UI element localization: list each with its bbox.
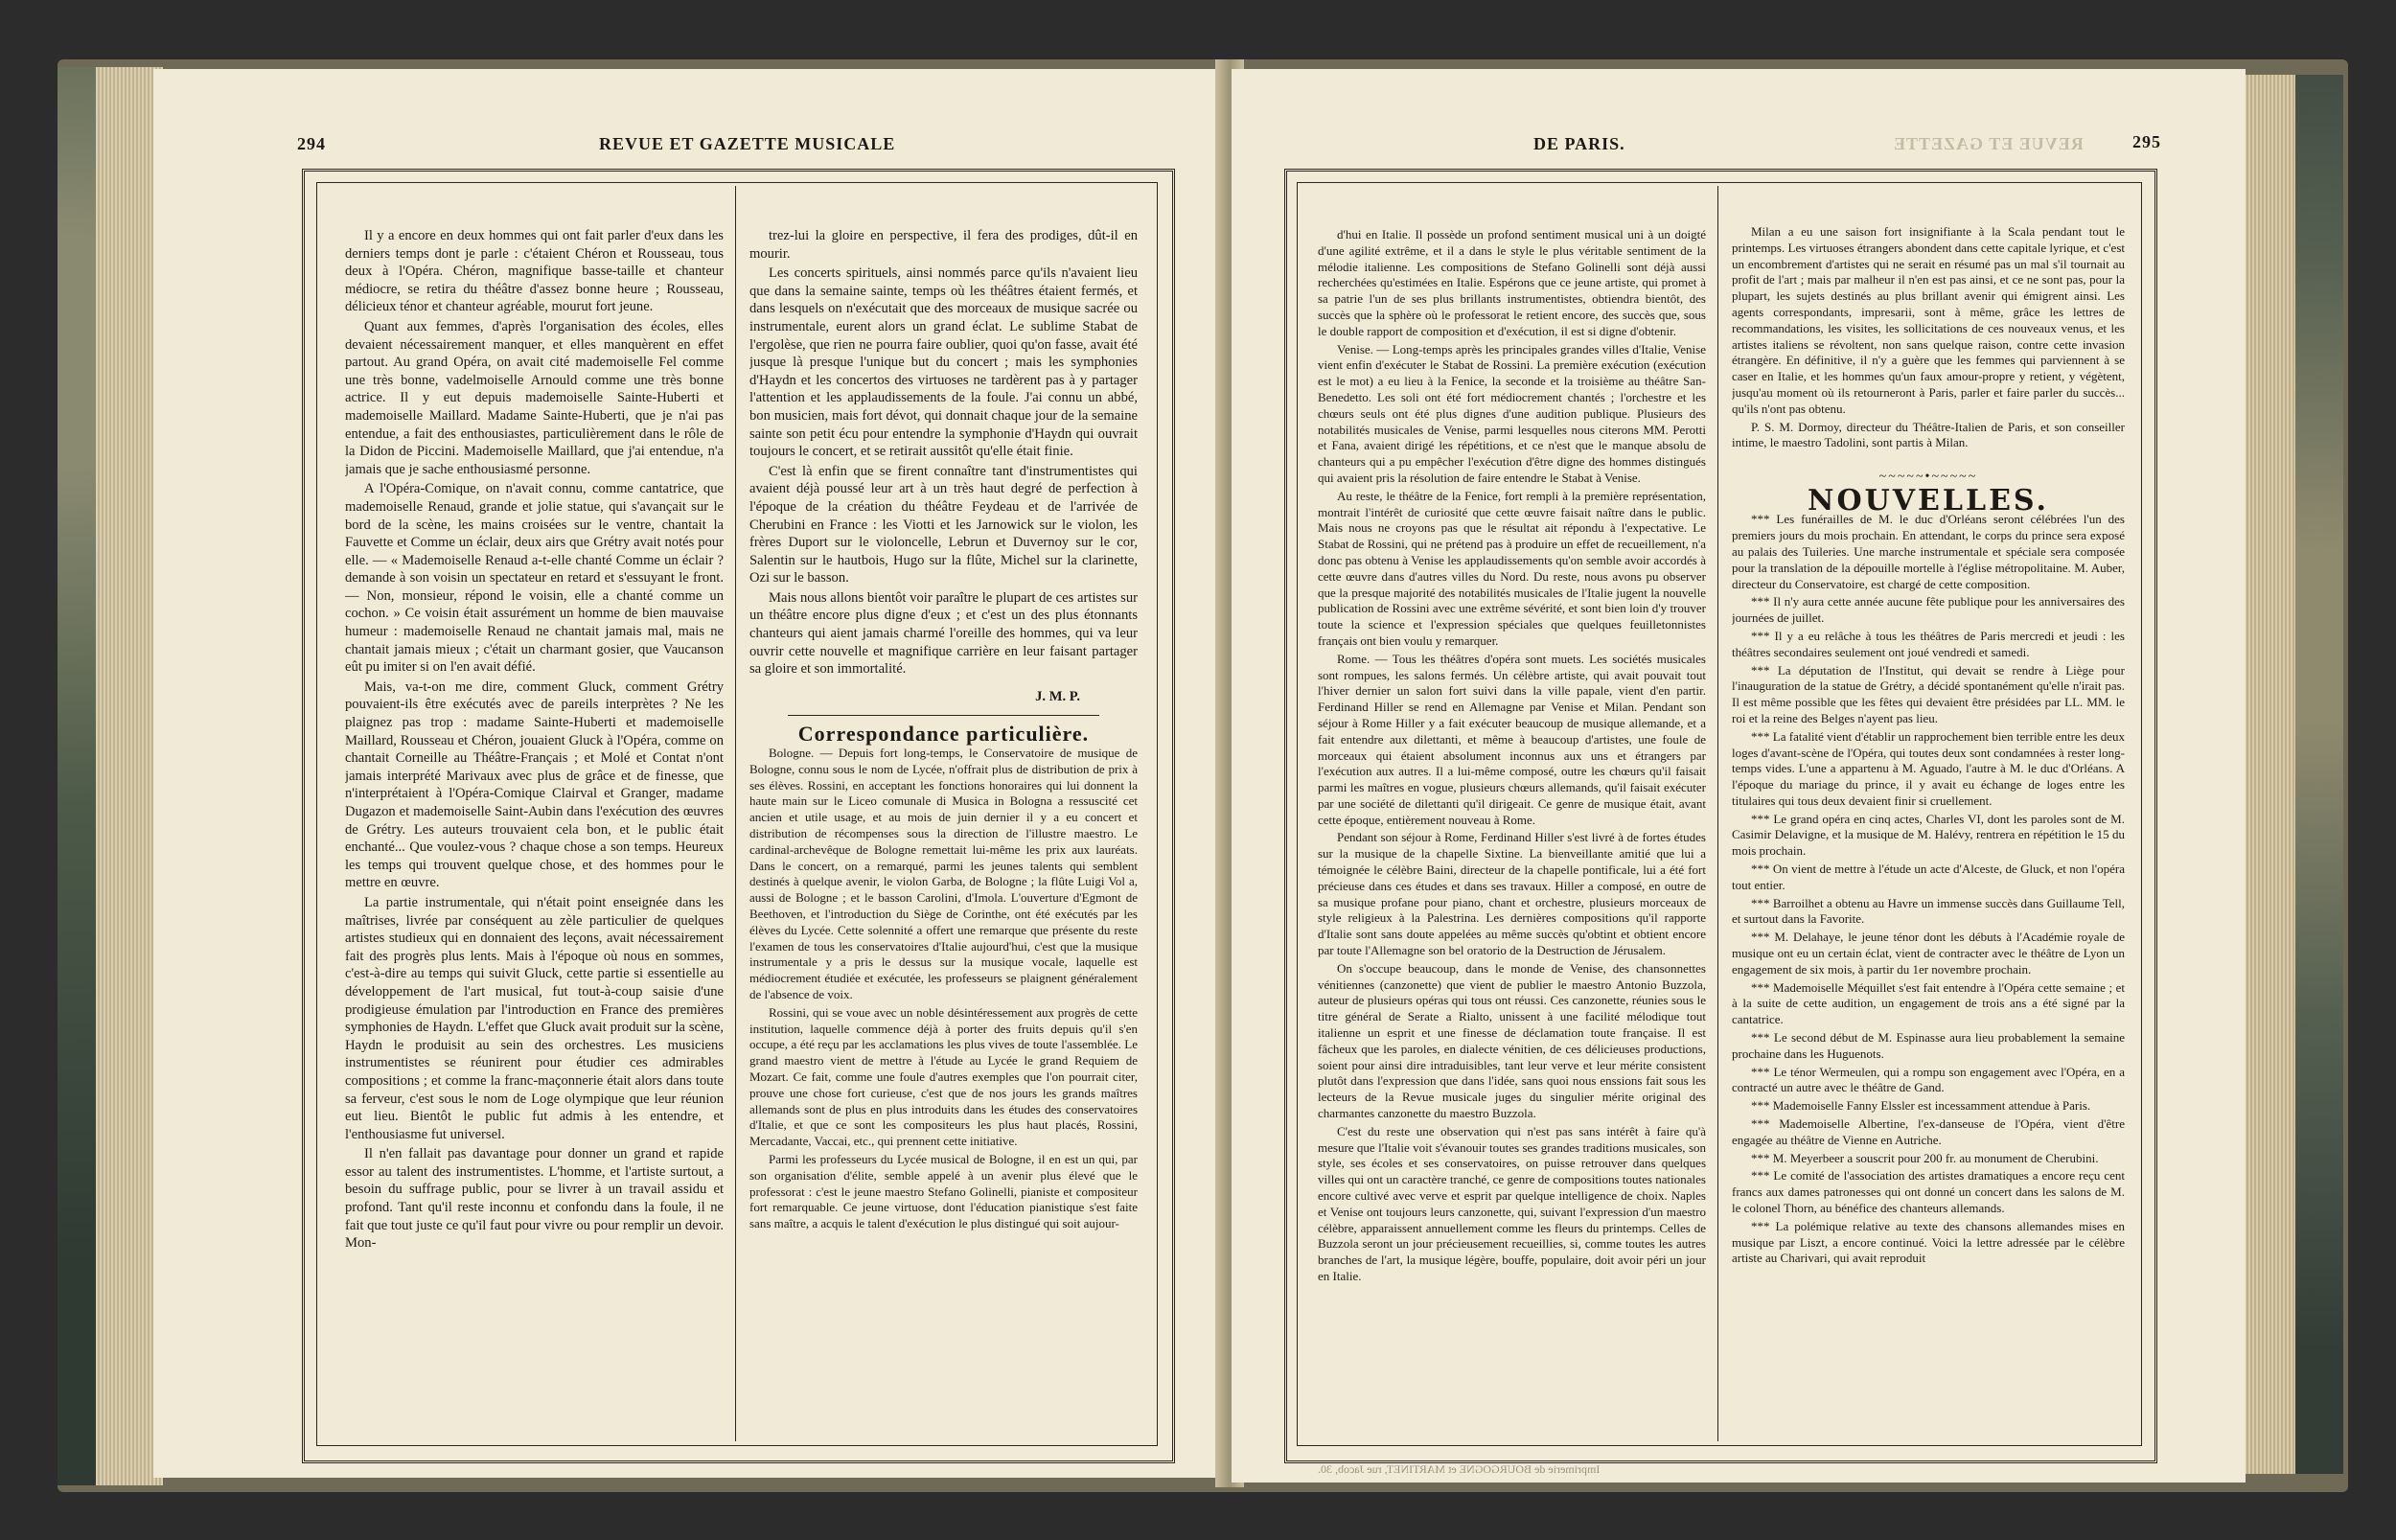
right-running-head: DE PARIS. [1533, 134, 1625, 153]
paragraph: La partie instrumentale, qui n'était point enseignée dans les maîtrises, livrée par conséquent au zèle particulier de quelques artistes studieux qui en donnaient des leçons, avait nécessairement fait des progrès plus lents. Mais à l'époque où nous en sommes, c'est-à-dire au temps qui suivit Gluck, cette partie si essentielle au développement de l'art musical, fut tout-à-coup saisie d'une prodigieuse émulation par l'introduction en France des premières symphonies de Haydn. L'effet que Gluck avait produit sur la scène, Haydn le produisit au sein des orchestres. Les musiciens instrumentistes se réunirent pour étudier ces admirables compositions ; et comme la franc-maçonnerie était alors dans toute sa ferveur, c'est sous le nom de Loge olympique que leur réunion eut lieu. Bientôt le public fut admis à les entendre, et l'enthousiasme fut universel. [345, 894, 724, 1142]
correspondance-paragraph: On s'occupe beaucoup, dans le monde de Venise, des chansonnettes vénitiennes (canzonette) que vient de publier le maestro Antonio Buzzola, auteur de plusieurs opéras qui tous ont réussi. Ces canzonette, réunies sous le titre général de Serate a Rialto, unissent à une facilité mélodique tout italienne un esprit et une finesse de déclamation toute française. Il est fâcheux que les paroles, en dialecte vénitien, de ces délicieuses productions, soient pour ainsi dire intraduisibles, tant leur verve et leur mérite consistent plutôt dans l'expression que dans l'idée, sans quoi nous enssions fait sous les lecteurs de la Revue musicale juges du singulier mérite original des charmantes canzonette du maestro Buzzola. [1318, 960, 1706, 1121]
ornament-divider: ~~~~~•~~~~~ [1878, 470, 1978, 485]
news-item: *** Le grand opéra en cinq actes, Charles VI, dont les paroles sont de M. Casimir Delavigne, et la musique de M. Halévy, rentrera en répétition le 15 du mois prochain. [1732, 811, 2125, 859]
paragraph: Mais, va-t-on me dire, comment Gluck, comment Grétry pouvaient-ils être exécutés avec de pareils interprètes ? Ne les plaignez pas trop : madame Sainte-Huberti et mademoiselle Maillard, Rousseau et Chéron, jouaient Gluck à l'Opéra, comme on chantait Corneille au Théâtre-Français ; et Molé et Contat n'ont jamais interprété Marivaux avec plus de grâce et de finesse, que n'interprétaient à l'Opéra-Comique Clairval et Granger, madame Dugazon et mademoiselle Saint-Aubin dans l'exécution des œuvres de Grétry. Les auteurs trouvaient cela bon, et le public était enchanté... Que voulez-vous ? chaque chose a son temps. Heureux les temps qui trouvent quelque chose, et des hommes pour le mettre en œuvre. [345, 678, 724, 891]
left-page [153, 69, 1222, 1478]
correspondance-paragraph: Rossini, qui se voue avec un noble désintéressement aux progrès de cette institution, laquelle commence déjà à porter des fruits depuis qu'il s'en occupe, a été reçu par les acclamations les plus vives de toute l'assemblée. Le grand maestro vient de mettre à l'étude au Lycée le grand Requiem de Mozart. Ce fait, comme une foule d'autres exemples que l'on pourrait citer, prouve une chose fort curieuse, c'est que de nos jours les grands maîtres allemands sont de plus en plus introduits dans les études des conservatoires d'Italie, et que ce sont les compositeurs les plus haut placés, Rossini, Mercadante, Vaccai, etc., qui prennent cette initiative. [749, 1004, 1138, 1149]
left-page-number: 294 [297, 134, 326, 153]
news-item: *** La fatalité vient d'établir un rapprochement bien terrible entre les deux loges d'avant-scène de l'Opéra, qui toutes deux sont condamnées à rester long-temps vides. L'une a appartenu à M. Aguado, l'autre à M. le duc d'Orléans. A l'époque du mariage du prince, il y avait eu échange de loges entre les titulaires qui tous deux devaient finir si cruellement. [1732, 728, 2125, 808]
paragraph: Les concerts spirituels, ainsi nommés parce qu'ils n'avaient lieu que dans la semaine sainte, temps où les théâtres étaient fermés, et dans lesquels on n'exécutait que des morceaux de musique sacrée ou instrumentale, eurent alors un grand éclat. Le sublime Stabat de l'ergolèse, que rien ne pourra faire oublier, quoi qu'on fasse, avait été jusque là presque l'unique but du concert ; mais les symphonies d'Haydn et les concertos des virtuoses ne tardèrent pas à y partager l'attention et les applaudissements de la foule. J'ai connu un abbé, bon musicien, mais fort dévot, qui donnait chaque jour de la semaine sainte son petit écu pour entendre la symphonie d'Haydn qui ouvrait toujours le concert, et se retirait aussitôt qu'elle était finie. [749, 265, 1138, 460]
right-page [1232, 69, 2246, 1483]
right-column-1 [1318, 227, 1706, 1437]
left-column-1 [345, 227, 724, 1437]
news-item: *** La polémique relative au texte des chansons allemandes mises en musique par Liszt, a encore continué. Voici la lettre adressée par le célèbre artiste au Charivari, qui avait reproduit [1732, 1218, 2125, 1266]
left-running-head: REVUE ET GAZETTE MUSICALE [599, 134, 896, 153]
correspondance-paragraph: P. S. M. Dormoy, directeur du Théâtre-Italien de Paris, et son conseiller intime, le maestro Tadolini, sont partis à Milan. [1732, 419, 2125, 450]
section-rule [788, 715, 1099, 716]
correspondance-paragraph: Parmi les professeurs du Lycée musical de Bologne, il en est un qui, par son organisation d'élite, semble appelé à un avenir plus élevé que le professorat : c'est le jeune maestro Stefano Golinelli, pianiste et compositeur fort remarquable. Ce jeune virtuose, dont l'éducation pianistique s'est faite sans maître, a acquis le talent d'exécution le plus distingué qui soit aujour- [749, 1151, 1138, 1231]
news-item: *** Barroilhet a obtenu au Havre un immense succès dans Guillaume Tell, et surtout dans la Favorite. [1732, 895, 2125, 927]
news-item: *** La députation de l'Institut, qui devait se rendre à Liège pour l'inauguration de la statue de Grétry, a décidé spontanément qu'elle n'irait pas. Il est même possible que les fêtes qui devaient être présidées par LL. MM. le roi et la reine des Belges n'ayent pas lieu. [1732, 662, 2125, 725]
correspondance-paragraph: d'hui en Italie. Il possède un profond sentiment musical uni à un doigté d'une agilité extrême, et il a dans le style le plus véritable sentiment de la mélodie italienne. Les compositions de Stefano Golinelli sont déjà aussi recherchées qu'estimées en Italie. Espérons que ce jeune artiste, qui promet à sa patrie l'un de ses plus brillants instrumentistes, obtiendra bientôt, des succès que la sphère où le professorat le retient encore, des succès que, sous le double rapport de composition et d'exécution, il est si digne d'obtenir. [1318, 227, 1706, 338]
news-item: *** On vient de mettre à l'étude un acte d'Alceste, de Gluck, et non l'opéra tout entier. [1732, 862, 2125, 892]
paragraph: Il y a encore en deux hommes qui ont fait parler d'eux dans les derniers temps dont je parle : c'étaient Chéron et Rousseau, tous deux à l'Opéra. Chéron, magnifique basse-taille et chanteur médiocre, se retira du théâtre d'assez bonne heure ; Rousseau, délicieux ténor et chanteur agréable, mourut fort jeune. [345, 228, 724, 315]
correspondance-paragraph: Venise. — Long-temps après les principales grandes villes d'Italie, Venise vient enfin d'exécuter le Stabat de Rossini. La première exécution (exécution est le mot) a eu lieu à la Fenice, la seconde et la troisième au théâtre San-Benedetto. Les soli ont été fort médiocrement chantés ; l'orchestre et les chœurs seuls ont été plus dignes d'une audition publique. Plusieurs des notabilités musicales de Venise, parmi lesquelles nous citerons MM. Perotti et Fana, avaient dirigé les répétitions, et ce n'est que le manque absolu de chanteurs qui a pu empêcher l'exécution d'être digne des hommes distingués qui avaient pris la résolution de faire entendre le Stabat à Venise. [1318, 341, 1706, 485]
correspondance-paragraph: Rome. — Tous les théâtres d'opéra sont muets. Les sociétés musicales sont rompues, les salons fermés. Un célèbre artiste, qui avait pouvait tout l'hiver dernier un salon fort suivi dans la ville papale, vient d'en partir. Ferdinand Hiller se rend en Allemagne par Venise et Milan. Pendant son séjour à Rome Hiller y a fait exécuter beaucoup de musique allemande, et a fait entendre aux dilettanti, et même à beaucoup d'artistes, une foule de morceaux qui étaient absolument inconnus aux uns et étrangers par l'exécution aux autres. Il a lui-même composé, outre les chœurs qu'il faisait parmi les maîtres en vogue, plusieurs chœurs allemands, qu'il faisait exécuter par une société de dilettanti qu'il dirigeait. Ce genre de musique était, avant cette époque, entièrement nouveau à Rome. [1318, 651, 1706, 827]
news-item: *** Les funérailles de M. le duc d'Orléans seront célébrées l'un des premiers jours du mois prochain. En attendant, le corps du prince sera exposé au palais des Tuileries. Une marche instrumentale et spéciale sera composée pour la translation de la dépouille mortelle à l'église métropolitaine. M. Auber, directeur du Conservatoire, est chargé de cette composition. [1732, 512, 2125, 591]
correspondance-paragraph: Bologne. — Depuis fort long-temps, le Conservatoire de musique de Bologne, connu sous le nom de Lycée, n'offrait plus de distribution de prix à ses élèves. Rossini, en acceptant les fonctions honoraires qui lui donnent la haute main sur le Liceo comunale di Musica in Bologna a ressuscité cet ancien et utile usage, et au mois de juin dernier il y a eu concert et distribution de récompenses sous la direction de l'illustre maestro. Le cardinal-archevêque de Bologne remettait lui-même les prix aux lauréats. Dans le concert, on a remarqué, parmi les jeunes talents qui semblent destinés à quelque avenir, le violon Garba, de Bologne ; la flûte Luigi Vol a, aussi de Bologne ; et le basson Carolini, d'Imola. L'ouverture d'Egmont de Beethoven, et l'introduction du Siège de Corinthe, ont été exécutés par les élèves du Lycée. Cette solennité a offert une remarque que présente du reste l'examen de tous les conservatoires d'Italie aujourd'hui, c'est que la musique instrumentale y a pris le dessus sur la musique vocale, laquelle est médiocrement étudiée et exécutée, les professeurs se plaignent généralement de l'absence de voix. [749, 746, 1138, 1001]
paragraph: Quant aux femmes, d'après l'organisation des écoles, elles devaient nécessairement manquer, et elles manquèrent en effet partout. Au grand Opéra, on avait cité mademoiselle Fel comme une très bonne, vadelmoiselle Arnould comme une très bonne actrice. Il y eut depuis mademoiselle Sainte-Huberti et mademoiselle Maillard. Madame Sainte-Huberti, que je n'ai pas entendue, a fait des enthousiastes, particulièrement dans le rôle de la Didon de Piccini. Mademoiselle Maillard, que j'ai entendue, n'a jamais que je sache enthousiasmé personne. [345, 318, 724, 477]
bleed-through-imprint: Imprimerie de BOURGOGNE et MARTINET, rue Jacob, 30. [1318, 1462, 1601, 1476]
right-column-2 [1732, 224, 2125, 1434]
news-item: *** Le second début de M. Espinasse aura lieu probablement la semaine prochaine dans les Huguenots. [1732, 1030, 2125, 1061]
paragraph: Il n'en fallait pas davantage pour donner un grand et rapide essor au talent des instrumentistes. L'homme, et l'artiste surtout, a besoin du suffrage public, pour se livrer à un travail assidu et profond. Tant qu'il reste inconnu et confondu dans la foule, il ne fait que tout juste ce qu'il faut pour vivre ou pour remplir un devoir. Mon- [345, 1146, 724, 1252]
news-item: *** Le ténor Wermeulen, qui a rompu son engagement avec l'Opéra, en a contracté un autre avec le théâtre de Gand. [1732, 1064, 2125, 1095]
news-item: *** Il y a eu relâche à tous les théâtres de Paris mercredi et jeudi : les théâtres secondaires seulement ont joué vendredi et samedi. [1732, 628, 2125, 659]
news-item: *** Mademoiselle Fanny Elssler est incessamment attendue à Paris. [1751, 1098, 2091, 1114]
news-item: *** Le comité de l'association des artistes dramatiques a encore reçu cent francs aux dames patronesses qui ont donné un concert dans les salons de M. le colonel Thorn, au bénéfice des chanteurs allemands. [1732, 1168, 2125, 1216]
correspondance-paragraph: Pendant son séjour à Rome, Ferdinand Hiller s'est livré à de fortes études sur la musique de la chapelle Sixtine. La bienveillante amitié que lui a témoignée le célèbre Baini, directeur de la chapelle pontificale, lui a été fort précieuse dans ces études et dans ses travaux. Hiller a composé, en outre de sa musique profane pour piano, chant et orchestre, plusieurs morceaux de style religieux à la Palestrina. Les dernières compositions qu'il rapporte d'Italie sont sans doute appelées au même succès qu'obtint et obtient encore par toute l'Allemagne son bel oratorio de la Destruction de Jérusalem. [1318, 830, 1706, 958]
paragraph: trez-lui la gloire en perspective, il fera des prodiges, dût-il en mourir. [749, 228, 1138, 262]
right-page-number: 295 [2132, 132, 2161, 151]
left-column-2 [749, 227, 1138, 1437]
paragraph: A l'Opéra-Comique, on n'avait connu, comme cantatrice, que mademoiselle Renaud, grande et jolie statue, qui s'avançait sur le bord de la scène, les mains croisées sur le ventre, chantait la Fauvette et Comme un éclair, deux airs que Grétry avait notés pour elle. — « Mademoiselle Renaud a-t-elle chanté Comme un éclair ? demande à son voisin un spectateur en retard et s'essuyant le front. — Non, monsieur, répond le voisin, elle a chanté comme un cochon. » Ce voisin était assurément un homme de bien mauvaise humeur : mademoiselle Renaud ne chantait jamais mal, mais ne chantait jamais mieux ; c'était un charmant gosier, que Vaucanson eût pu imiter si on l'en avait défié. [345, 481, 724, 676]
news-item: *** Il n'y aura cette année aucune fête publique pour les anniversaires des journées de juillet. [1732, 594, 2125, 626]
news-item: *** M. Meyerbeer a souscrit pour 200 fr. au monument de Cherubini. [1751, 1150, 2099, 1165]
article-signature: J. M. P. [1035, 688, 1080, 704]
correspondance-paragraph: C'est du reste une observation qui n'est pas sans intérêt à faire qu'à mesure que l'Italie voit s'évanouir toutes ses grandes traditions musicales, son style, ses écoles et ses conservatoires, on puisse retrouver dans quelques villes qui ont un caractère tranché, ce genre de compositions toutes nationales encore cultivé avec verve et esprit par quelque intelligence de choix. Naples et Venise ont toujours leurs canzonette, qui, suivant l'expression d'un maestro célèbre, apparaissent annuellement comme les fleurs du printemps. Celles de Buzzola seront un jour précieusement recueillies, si, comme toutes les autres branches de l'art, la musique légère, bouffe, populaire, doit avoir péri un jour en Italie. [1318, 1123, 1706, 1283]
right-column-divider [1717, 186, 1718, 1441]
correspondance-paragraph: Milan a eu une saison fort insignifiante à la Scala pendant tout le printemps. Les virtuoses étrangers abondent dans cette capitale lyrique, et c'est un encombrement d'artistes qui ne serait en résumé pas un mal s'il tournait au profit de l'art ; mais par malheur il n'en est pas ainsi, et ce ne sont pas, pour la plupart, les sujets destinés au plus brillant avenir qui émigrent ainsi. Les agents correspondants, impresarii, sont à même, grâce les lettres de recommandations, les visites, les sollicitations de ces nouveaux venus, et les artistes italiens se révoltent, non sans quelque raison, contre cette invasion étrangère. En définitive, il n'y a guère que les femmes qui parviennent à se caser en Italie, et les hommes qu'un faux amour-propre y retient, y végètent, jusqu'au moment où ils retourneront à Paris, parler et faire parler du succès... qu'ils n'ont pas obtenu. [1732, 224, 2125, 416]
nouvelles-heading: NOUVELLES. [1808, 483, 2049, 517]
news-item: *** Mademoiselle Méquillet s'est fait entendre à l'Opéra cette semaine ; et à la suite de cette audition, un engagement de trois ans a été signé par la cantatrice. [1732, 979, 2125, 1027]
correspondance-paragraph: Au reste, le théâtre de la Fenice, fort rempli à la première représentation, montrait l'intérêt de curiosité que cette œuvre faisait naître dans le public. Mais nous ne croyons pas que le résultat ait répondu à l'expectative. Le Stabat de Rossini, qui ne prétend pas à produire un effet de recueillement, n'a donc pas obtenu à Venise les applaudissements qu'on semble avoir accordés à cette œuvre dans d'autres villes du Nord. Du reste, nous avons pu observer que la presque majorité des notabilités musicales de l'Italie jugent la nouvelle publication de Rossini avec une extrême sévérité, et sont bien loin d'y trouver toute la science et l'expression spéciales que quelques feuilletonnistes français ont bien voulu y remarquer. [1318, 488, 1706, 648]
paragraph: C'est là enfin que se firent connaître tant d'instrumentistes qui avaient déjà poussé leur art à un très haut degré de perfection à l'époque de la création du théâtre Feydeau et de l'arrivée de Cherubini en France : les Viotti et les Jarnowick sur le violon, les frères Duport sur le violoncelle, Lebrun et Duvernoy sur le cor, Salentin sur le hautbois, Hugo sur la flûte, Michel sur la clarinette, Ozi sur le basson. [749, 463, 1138, 586]
left-column-divider [735, 186, 736, 1441]
right-marbled-edge [2295, 75, 2343, 1474]
bleed-through-head: REVUE ET GAZETTE [1893, 134, 2084, 153]
news-item: *** M. Delahaye, le jeune ténor dont les débuts à l'Académie royale de musique ont eu un certain éclat, vient de contracter avec le théâtre de Lyon un engagement de six mois, à partir du 1er novembre prochain. [1732, 930, 2125, 977]
section-heading-correspondance: Correspondance particulière. [797, 722, 1090, 747]
left-marbled-edge [58, 67, 96, 1485]
paragraph: Mais nous allons bientôt voir paraître le plupart de ces artistes sur un théâtre encore plus digne d'eux ; et c'est un des plus étonnants chanteurs qui aient jamais charmé l'oreille des hommes, qui va leur ouvrir cette nouvelle et magnifique carrière en leur faisant partager sa gloire et son immortalité. [749, 589, 1138, 678]
news-item: *** Mademoiselle Albertine, l'ex-danseuse de l'Opéra, vient d'être engagée au théâtre de Vienne en Autriche. [1732, 1116, 2125, 1147]
